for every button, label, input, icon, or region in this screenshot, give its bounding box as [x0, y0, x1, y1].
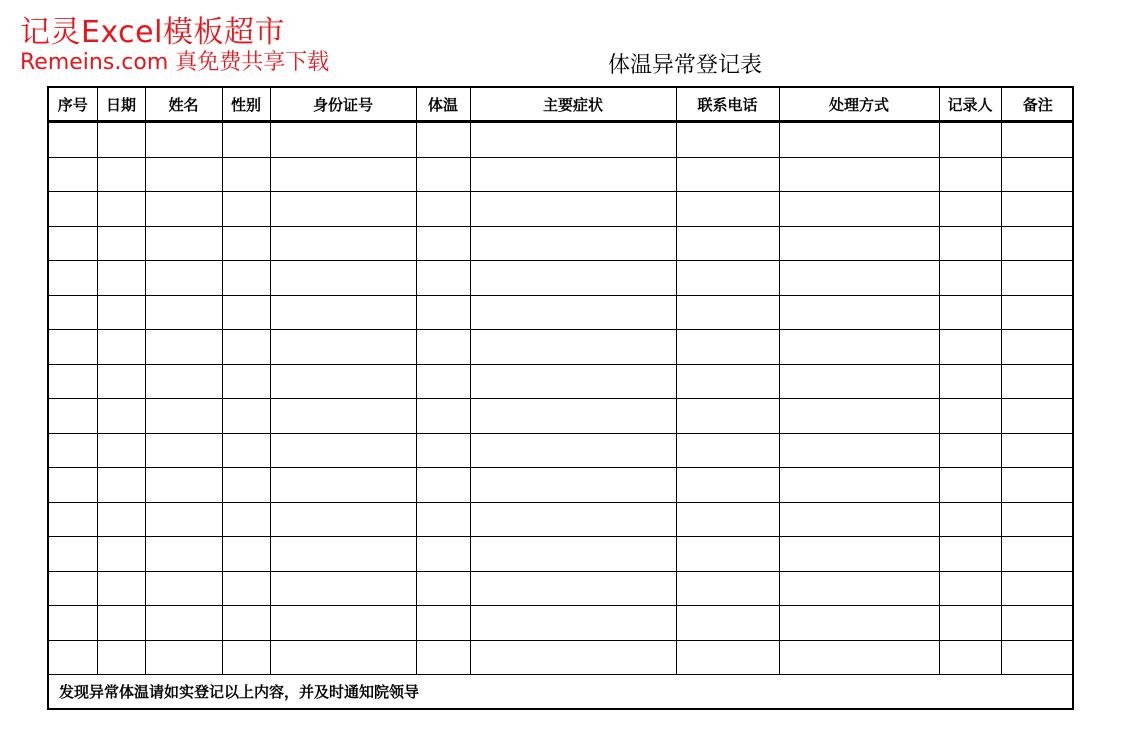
table-cell[interactable] — [145, 330, 222, 365]
table-cell[interactable] — [1001, 433, 1074, 468]
table-cell[interactable] — [470, 295, 676, 330]
table-cell[interactable] — [222, 330, 270, 365]
table-cell[interactable] — [470, 122, 676, 158]
table-cell[interactable] — [416, 330, 470, 365]
col-header-gender: 性别 — [222, 88, 270, 122]
table-row — [49, 468, 1074, 503]
table-cell[interactable] — [676, 330, 779, 365]
table-cell[interactable] — [222, 640, 270, 675]
table-cell[interactable] — [779, 502, 939, 537]
watermark-line1: 记灵Excel模板超市 — [20, 15, 285, 50]
table-row — [49, 226, 1074, 261]
table-cell[interactable] — [470, 330, 676, 365]
table-cell[interactable] — [145, 364, 222, 399]
table-cell[interactable] — [779, 640, 939, 675]
table-cell[interactable] — [676, 468, 779, 503]
table-cell[interactable] — [470, 502, 676, 537]
table-cell[interactable] — [49, 399, 97, 434]
table-cell[interactable] — [779, 571, 939, 606]
col-header-phone: 联系电话 — [676, 88, 779, 122]
table-cell[interactable] — [145, 192, 222, 227]
table-cell[interactable] — [97, 537, 145, 572]
table-cell[interactable] — [145, 537, 222, 572]
table-cell[interactable] — [779, 468, 939, 503]
table-cell[interactable] — [939, 330, 1001, 365]
table-cell[interactable] — [222, 261, 270, 296]
document-title: 体温异常登记表 — [607, 53, 762, 78]
table-cell[interactable] — [97, 606, 145, 641]
table-cell[interactable] — [1001, 364, 1074, 399]
table-cell[interactable] — [49, 606, 97, 641]
table-cell[interactable] — [416, 364, 470, 399]
table-cell[interactable] — [939, 226, 1001, 261]
table-cell[interactable] — [49, 192, 97, 227]
table-cell[interactable] — [939, 261, 1001, 296]
table-cell[interactable] — [1001, 571, 1074, 606]
table-cell[interactable] — [676, 537, 779, 572]
table-cell[interactable] — [1001, 537, 1074, 572]
table-cell[interactable] — [270, 571, 416, 606]
table-cell[interactable] — [49, 468, 97, 503]
table-cell[interactable] — [470, 226, 676, 261]
table-cell[interactable] — [145, 295, 222, 330]
table-cell[interactable] — [145, 640, 222, 675]
table-cell[interactable] — [676, 295, 779, 330]
table-cell[interactable] — [416, 295, 470, 330]
table-cell[interactable] — [779, 122, 939, 158]
table-cell[interactable] — [416, 571, 470, 606]
table-cell[interactable] — [270, 433, 416, 468]
table-cell[interactable] — [97, 261, 145, 296]
table-cell[interactable] — [470, 537, 676, 572]
table-cell[interactable] — [470, 261, 676, 296]
table-cell[interactable] — [1001, 261, 1074, 296]
table-cell[interactable] — [222, 502, 270, 537]
table-cell[interactable] — [416, 640, 470, 675]
table-cell[interactable] — [939, 468, 1001, 503]
table-cell[interactable] — [222, 226, 270, 261]
watermark-line2: Remeins.com 真免费共享下载 — [20, 50, 330, 75]
table-row — [49, 502, 1074, 537]
table-cell[interactable] — [270, 468, 416, 503]
table-cell[interactable] — [222, 399, 270, 434]
table-cell[interactable] — [1001, 157, 1074, 192]
table-cell[interactable] — [470, 468, 676, 503]
table-cell[interactable] — [270, 330, 416, 365]
watermark — [20, 15, 330, 75]
table-cell[interactable] — [676, 226, 779, 261]
table-cell[interactable] — [939, 537, 1001, 572]
col-header-symptoms: 主要症状 — [470, 88, 676, 122]
table-cell[interactable] — [939, 571, 1001, 606]
table-cell[interactable] — [270, 502, 416, 537]
col-header-recorder: 记录人 — [939, 88, 1001, 122]
table-cell[interactable] — [779, 537, 939, 572]
table-cell[interactable] — [939, 502, 1001, 537]
table-cell[interactable] — [270, 192, 416, 227]
table-cell[interactable] — [49, 640, 97, 675]
table-cell[interactable] — [49, 226, 97, 261]
table-cell[interactable] — [1001, 330, 1074, 365]
table-cell[interactable] — [1001, 640, 1074, 675]
table-cell[interactable] — [939, 122, 1001, 158]
table-row — [49, 157, 1074, 192]
table-cell[interactable] — [470, 640, 676, 675]
table-cell[interactable] — [97, 226, 145, 261]
col-header-remarks: 备注 — [1001, 88, 1074, 122]
table-cell[interactable] — [270, 157, 416, 192]
table-cell[interactable] — [270, 295, 416, 330]
table-cell[interactable] — [49, 571, 97, 606]
table-cell[interactable] — [145, 122, 222, 158]
table-cell[interactable] — [222, 122, 270, 158]
table-cell[interactable] — [416, 433, 470, 468]
table-cell[interactable] — [145, 571, 222, 606]
table-cell[interactable] — [779, 364, 939, 399]
table-row — [49, 433, 1074, 468]
table-row — [49, 571, 1074, 606]
table-cell[interactable] — [939, 606, 1001, 641]
table-cell[interactable] — [97, 295, 145, 330]
table-cell[interactable] — [270, 226, 416, 261]
table-cell[interactable] — [97, 502, 145, 537]
table-cell[interactable] — [416, 537, 470, 572]
table-cell[interactable] — [676, 433, 779, 468]
table-cell[interactable] — [145, 226, 222, 261]
table-cell[interactable] — [779, 606, 939, 641]
col-header-id-number: 身份证号 — [270, 88, 416, 122]
table-cell[interactable] — [222, 537, 270, 572]
table-cell[interactable] — [939, 157, 1001, 192]
table-cell[interactable] — [145, 261, 222, 296]
table-row — [49, 606, 1074, 641]
table-cell[interactable] — [416, 502, 470, 537]
table-cell[interactable] — [145, 606, 222, 641]
table-cell[interactable] — [676, 640, 779, 675]
table-row — [49, 537, 1074, 572]
table-cell[interactable] — [270, 537, 416, 572]
table-cell[interactable] — [939, 295, 1001, 330]
table-cell[interactable] — [222, 192, 270, 227]
table-cell[interactable] — [1001, 226, 1074, 261]
table-cell[interactable] — [222, 364, 270, 399]
table-cell[interactable] — [49, 537, 97, 572]
table-cell[interactable] — [470, 192, 676, 227]
table-cell[interactable] — [676, 606, 779, 641]
table-cell[interactable] — [416, 468, 470, 503]
col-header-handling: 处理方式 — [779, 88, 939, 122]
col-header-temperature: 体温 — [416, 88, 470, 122]
table-cell[interactable] — [779, 261, 939, 296]
table-cell[interactable] — [779, 226, 939, 261]
table-cell[interactable] — [939, 399, 1001, 434]
table-cell[interactable] — [97, 468, 145, 503]
table-cell[interactable] — [1001, 399, 1074, 434]
table-cell[interactable] — [676, 157, 779, 192]
table-cell[interactable] — [49, 502, 97, 537]
table-cell[interactable] — [97, 433, 145, 468]
table-cell[interactable] — [49, 157, 97, 192]
table-cell[interactable] — [676, 192, 779, 227]
table-cell[interactable] — [676, 399, 779, 434]
table-cell[interactable] — [416, 157, 470, 192]
table-cell[interactable] — [470, 606, 676, 641]
table-cell[interactable] — [939, 433, 1001, 468]
table-cell[interactable] — [470, 571, 676, 606]
footer-row — [49, 675, 1074, 708]
table-cell[interactable] — [779, 399, 939, 434]
table-cell[interactable] — [676, 571, 779, 606]
header-row — [49, 88, 1074, 122]
table-row — [49, 399, 1074, 434]
table-row — [49, 192, 1074, 227]
table-cell[interactable] — [1001, 468, 1074, 503]
table-row — [49, 261, 1074, 296]
table-cell[interactable] — [779, 295, 939, 330]
table-cell[interactable] — [939, 192, 1001, 227]
table-cell[interactable] — [270, 122, 416, 158]
table-cell[interactable] — [470, 433, 676, 468]
table-cell[interactable] — [470, 399, 676, 434]
table-cell[interactable] — [416, 606, 470, 641]
table-row — [49, 364, 1074, 399]
register-table — [49, 88, 1074, 708]
table-cell[interactable] — [1001, 192, 1074, 227]
table-cell[interactable] — [145, 502, 222, 537]
table-row — [49, 640, 1074, 675]
table-row — [49, 122, 1074, 158]
table-cell[interactable] — [97, 640, 145, 675]
table-cell[interactable] — [779, 330, 939, 365]
table-cell[interactable] — [145, 399, 222, 434]
col-header-index: 序号 — [49, 88, 97, 122]
table-cell[interactable] — [222, 571, 270, 606]
table-cell[interactable] — [145, 157, 222, 192]
table-cell[interactable] — [97, 399, 145, 434]
table-cell[interactable] — [676, 502, 779, 537]
table-cell[interactable] — [1001, 502, 1074, 537]
table-cell[interactable] — [1001, 122, 1074, 158]
table-cell[interactable] — [222, 157, 270, 192]
register-sheet — [47, 86, 1074, 710]
table-cell[interactable] — [676, 364, 779, 399]
table-cell[interactable] — [939, 364, 1001, 399]
table-cell[interactable] — [97, 192, 145, 227]
table-cell[interactable] — [97, 571, 145, 606]
table-cell[interactable] — [416, 226, 470, 261]
table-cell[interactable] — [49, 330, 97, 365]
table-cell[interactable] — [416, 192, 470, 227]
table-cell[interactable] — [270, 606, 416, 641]
table-cell[interactable] — [49, 433, 97, 468]
table-cell[interactable] — [49, 261, 97, 296]
table-cell[interactable] — [49, 122, 97, 158]
table-cell[interactable] — [222, 433, 270, 468]
col-header-name: 姓名 — [145, 88, 222, 122]
table-cell[interactable] — [49, 364, 97, 399]
table-cell[interactable] — [145, 433, 222, 468]
table-cell[interactable] — [270, 261, 416, 296]
table-cell[interactable] — [97, 122, 145, 158]
table-cell[interactable] — [145, 468, 222, 503]
table-cell[interactable] — [416, 261, 470, 296]
table-cell[interactable] — [676, 122, 779, 158]
table-cell[interactable] — [222, 295, 270, 330]
table-cell[interactable] — [222, 606, 270, 641]
table-cell[interactable] — [416, 399, 470, 434]
footer-note: 发现异常体温请如实登记以上内容，并及时通知院领导 — [49, 675, 1074, 708]
table-cell[interactable] — [676, 261, 779, 296]
table-cell[interactable] — [222, 468, 270, 503]
table-cell[interactable] — [779, 192, 939, 227]
table-cell[interactable] — [779, 433, 939, 468]
table-cell[interactable] — [416, 122, 470, 158]
table-cell[interactable] — [49, 295, 97, 330]
table-row — [49, 295, 1074, 330]
table-cell[interactable] — [1001, 295, 1074, 330]
table-cell[interactable] — [97, 157, 145, 192]
table-cell[interactable] — [270, 640, 416, 675]
table-cell[interactable] — [270, 364, 416, 399]
table-cell[interactable] — [97, 330, 145, 365]
table-cell[interactable] — [779, 157, 939, 192]
table-cell[interactable] — [470, 157, 676, 192]
table-cell[interactable] — [97, 364, 145, 399]
table-cell[interactable] — [470, 364, 676, 399]
table-cell[interactable] — [939, 640, 1001, 675]
col-header-date: 日期 — [97, 88, 145, 122]
table-row — [49, 330, 1074, 365]
table-cell[interactable] — [270, 399, 416, 434]
table-cell[interactable] — [1001, 606, 1074, 641]
